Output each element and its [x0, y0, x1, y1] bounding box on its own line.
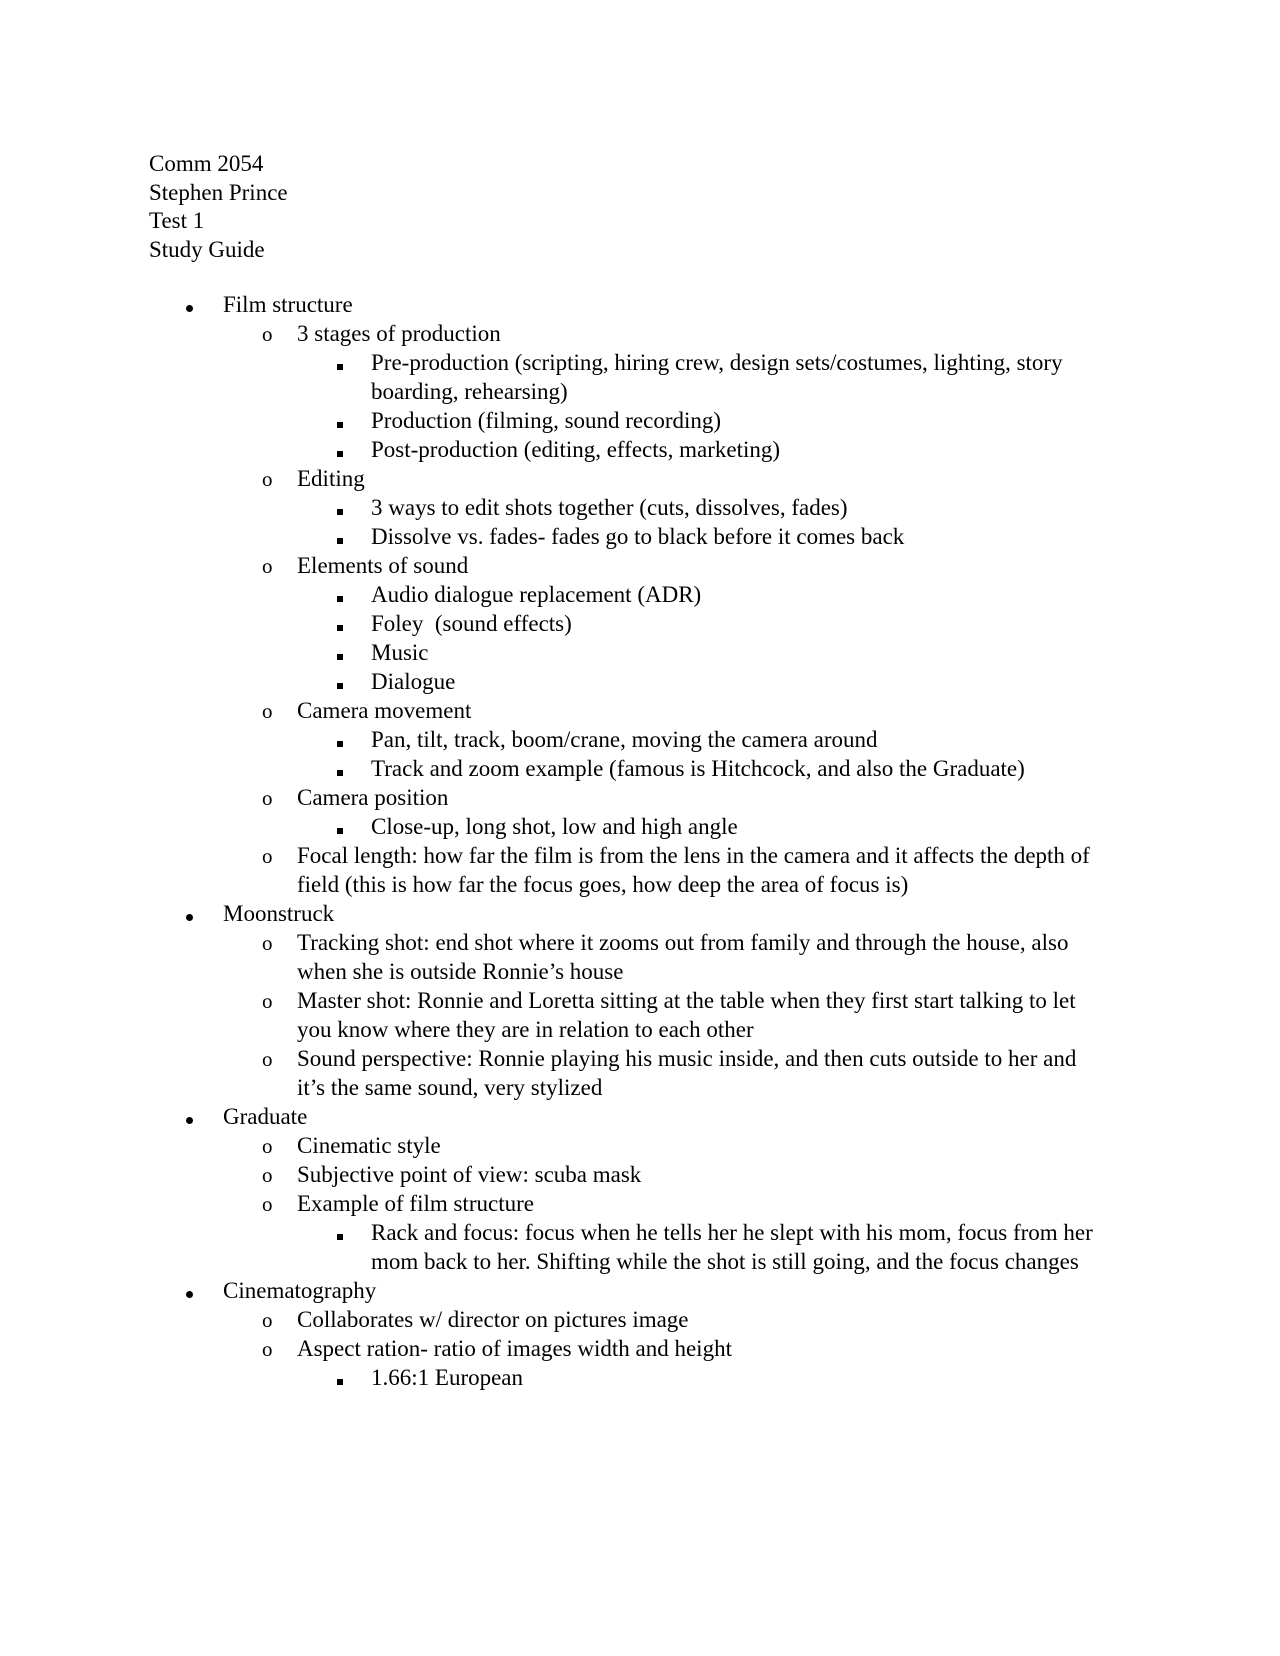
list-item: o Editing	[0, 464, 1280, 493]
bullet-square-icon	[336, 493, 343, 522]
study-outline	[0, 290, 1280, 1392]
bullet-circle-icon: o	[262, 554, 273, 578]
bullet-circle-icon: o	[262, 844, 273, 868]
bullet-square-icon	[336, 638, 343, 667]
bullet-circle-icon: o	[262, 989, 273, 1013]
list-item: o Camera position	[0, 783, 1280, 812]
bullet-square-icon	[336, 435, 343, 464]
document-header	[149, 150, 288, 264]
course-code: Comm 2054	[149, 151, 264, 176]
bullet-circle-icon: o	[262, 1134, 273, 1158]
bullet-circle-icon: o	[262, 322, 273, 346]
list-item: Dialogue	[0, 667, 1280, 696]
bullet-dot-icon	[182, 1276, 193, 1305]
list-item: Production (filming, sound recording)	[0, 406, 1280, 435]
bullet-circle-icon: o	[262, 1163, 273, 1187]
bullet-square-icon	[336, 725, 343, 754]
list-item: 3 ways to edit shots together (cuts, dissolves, fades)	[0, 493, 1280, 522]
list-item: o Tracking shot: end shot where it zooms out from family and through the house, also when she is outside Ronnie’s house	[262, 930, 1069, 984]
bullet-square-icon	[336, 522, 343, 551]
bullet-square-icon	[336, 754, 343, 783]
list-item: o Aspect ration- ratio of images width and height	[0, 1334, 1280, 1363]
list-item: Audio dialogue replacement (ADR)	[0, 580, 1280, 609]
list-item: o Subjective point of view: scuba mask	[0, 1160, 1280, 1189]
list-item: o Sound perspective: Ronnie playing his music inside, and then cuts outside to her and it’s the same sound, very stylized	[262, 1046, 1077, 1100]
list-item: o Cinematic style	[0, 1131, 1280, 1160]
bullet-square-icon	[336, 406, 343, 435]
list-item: Pan, tilt, track, boom/crane, moving the camera around	[0, 725, 1280, 754]
list-item: Dissolve vs. fades- fades go to black before it comes back	[0, 522, 1280, 551]
list-item: o Focal length: how far the film is from the lens in the camera and it affects the depth of field (this is how far the focus goes, how deep the area of focus is)	[262, 843, 1090, 897]
list-item: o Example of film structure	[0, 1189, 1280, 1218]
list-item: Film structure	[0, 290, 1280, 319]
bullet-dot-icon	[182, 290, 193, 319]
bullet-square-icon	[336, 580, 343, 609]
bullet-square-icon	[336, 609, 343, 638]
list-item: Pre-production (scripting, hiring crew, design sets/costumes, lighting, story boarding, rehearsing)	[0, 348, 1280, 406]
bullet-square-icon	[336, 812, 343, 841]
bullet-circle-icon: o	[262, 1308, 273, 1332]
bullet-square-icon	[336, 1218, 343, 1247]
list-item: o Collaborates w/ director on pictures image	[0, 1305, 1280, 1334]
list-item: Track and zoom example (famous is Hitchcock, and also the Graduate)	[0, 754, 1280, 783]
list-item: 1.66:1 European	[0, 1363, 1280, 1392]
bullet-circle-icon: o	[262, 1337, 273, 1361]
test-name: Test 1	[149, 208, 205, 234]
bullet-dot-icon	[182, 899, 193, 928]
list-item: o Elements of sound	[0, 551, 1280, 580]
instructor-name: Stephen Prince	[149, 179, 288, 205]
list-item: o Master shot: Ronnie and Loretta sitting at the table when they first start talking to let you know where they are in relation to each other	[262, 988, 1076, 1042]
bullet-square-icon	[336, 667, 343, 696]
list-item: Cinematography	[0, 1276, 1280, 1305]
bullet-dot-icon	[182, 1102, 193, 1131]
bullet-square-icon	[336, 348, 343, 377]
bullet-circle-icon: o	[262, 786, 273, 810]
list-item: Post-production (editing, effects, marketing)	[0, 435, 1280, 464]
list-item: Music	[0, 638, 1280, 667]
bullet-circle-icon: o	[262, 931, 273, 955]
list-item: Foley (sound effects)	[0, 609, 1280, 638]
list-item: Rack and focus: focus when he tells her he slept with his mom, focus from her mom back to her. Shifting while the shot is still going, and the focus changes	[0, 1218, 1280, 1276]
bullet-square-icon	[336, 1363, 343, 1392]
bullet-circle-icon: o	[262, 467, 273, 491]
bullet-circle-icon: o	[262, 1192, 273, 1216]
document-type: Study Guide	[149, 236, 265, 262]
list-item: Moonstruck	[0, 899, 1280, 928]
bullet-circle-icon: o	[262, 699, 273, 723]
list-item: o Camera movement	[0, 696, 1280, 725]
list-item: Close-up, long shot, low and high angle	[0, 812, 1280, 841]
list-item: o 3 stages of production	[0, 319, 1280, 348]
bullet-circle-icon: o	[262, 1047, 273, 1071]
list-item: Graduate	[0, 1102, 1280, 1131]
